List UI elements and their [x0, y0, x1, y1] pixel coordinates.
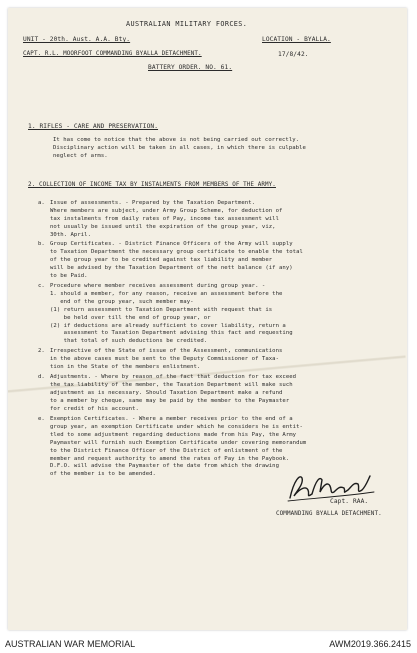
item-c-label: c. — [38, 283, 45, 289]
order-date: 17/8/42. — [278, 51, 309, 58]
item-d-text: Adjustments. - Where by reason of the fact that deduction for tax exceed the tax liability of the member, the Taxation Department will make such adjustment as is necessary. Should Taxation Department make a refund to a member by cheque, same may be paid by the member to the Paymaster for credit of his account. — [50, 374, 297, 412]
item-a-text: Issue of assessments. - Prepared by the Taxation Department. Where members are subject, under Army Group Scheme, for deduction of tax instalments from daily rates of Pay, income tax assessment will not usually be issued until the expiration of the group year, viz, 30th. April. — [50, 200, 283, 238]
order-title: BATTERY ORDER. NO. 61. — [148, 64, 233, 71]
unit-line: UNIT - 20th. Aust. A.A. Bty. — [23, 36, 131, 43]
footer-accession-number: AWM2019.366.2415 — [329, 639, 411, 649]
item-b-label: b. — [38, 241, 45, 247]
footer-institution: AUSTRALIAN WAR MEMORIAL — [5, 639, 136, 649]
item-e-label: e. — [38, 416, 45, 422]
section1-heading: 1. RIFLES - CARE AND PRESERVATION. — [28, 123, 159, 130]
document-heading: AUSTRALIAN MILITARY FORCES. — [126, 20, 248, 28]
item-a-label: a. — [38, 200, 45, 206]
section1-body: It has come to notice that the above is not being carried out correctly. Disciplinary action will be taken in all cases, in which there is culpable neglect of arms. — [53, 137, 306, 159]
location-line: LOCATION - BYALLA. — [262, 36, 331, 43]
section2-heading: 2. COLLECTION OF INCOME TAX BY INSTALMENTS FROM MEMBERS OF THE ARMY. — [28, 182, 276, 188]
item-c2-text: Irrespective of the State of issue of the Assessment, communications in the above cases must be sent to the Deputy Commissioner of Taxa- tion in the State of the members enlistment. — [50, 348, 283, 370]
signature-rank: Capt. RAA. — [330, 498, 369, 505]
item-d-label: d. — [38, 374, 45, 380]
commander-line: CAPT. R.L. MOORFOOT COMMANDING BYALLA DETACHMENT. — [23, 51, 202, 57]
item-c-text: Procedure where member receives assessment during group year. - 1. should a member, for any reason, receive an assessment before the end of the group year, such member may- (1) return assessment to Taxation Department with request that is be held over till the end of group year, or (2) if deductions are already sufficient to cover liability, return a assessment to Taxation Department advising this fact and requesting that total of such deductions be credited. — [50, 283, 293, 345]
item-e-text: Exemption Certificates. - Where a member receives prior to the end of a group year, an exemption Certificate under which he considers he is entit- tled to some adjustment regarding deductions made from his Pay, the Army Paymaster will furnish such Exemption Certificate under covering memorandum to the District Finance Officer of the District of enlistment of the member and request authority to amend the rates of Pay in the Paybook. D.F.O. will advise the Paymaster of the date from which the drawing of the member is to be amended. — [50, 416, 307, 478]
item-b-text: Group Certificates. - District Finance Officers of the Army will supply to Taxation Department the necessary group certificate to enable the total of the group year to be credited against tax liability and member will be advised by the Taxation Department of the nett balance (if any) to be Paid. — [50, 241, 303, 279]
signature-title: COMMANDING BYALLA DETACHMENT. — [276, 511, 382, 517]
footer-bar — [0, 633, 417, 653]
document-page — [8, 8, 407, 630]
item-c2-label: 2. — [38, 348, 45, 354]
